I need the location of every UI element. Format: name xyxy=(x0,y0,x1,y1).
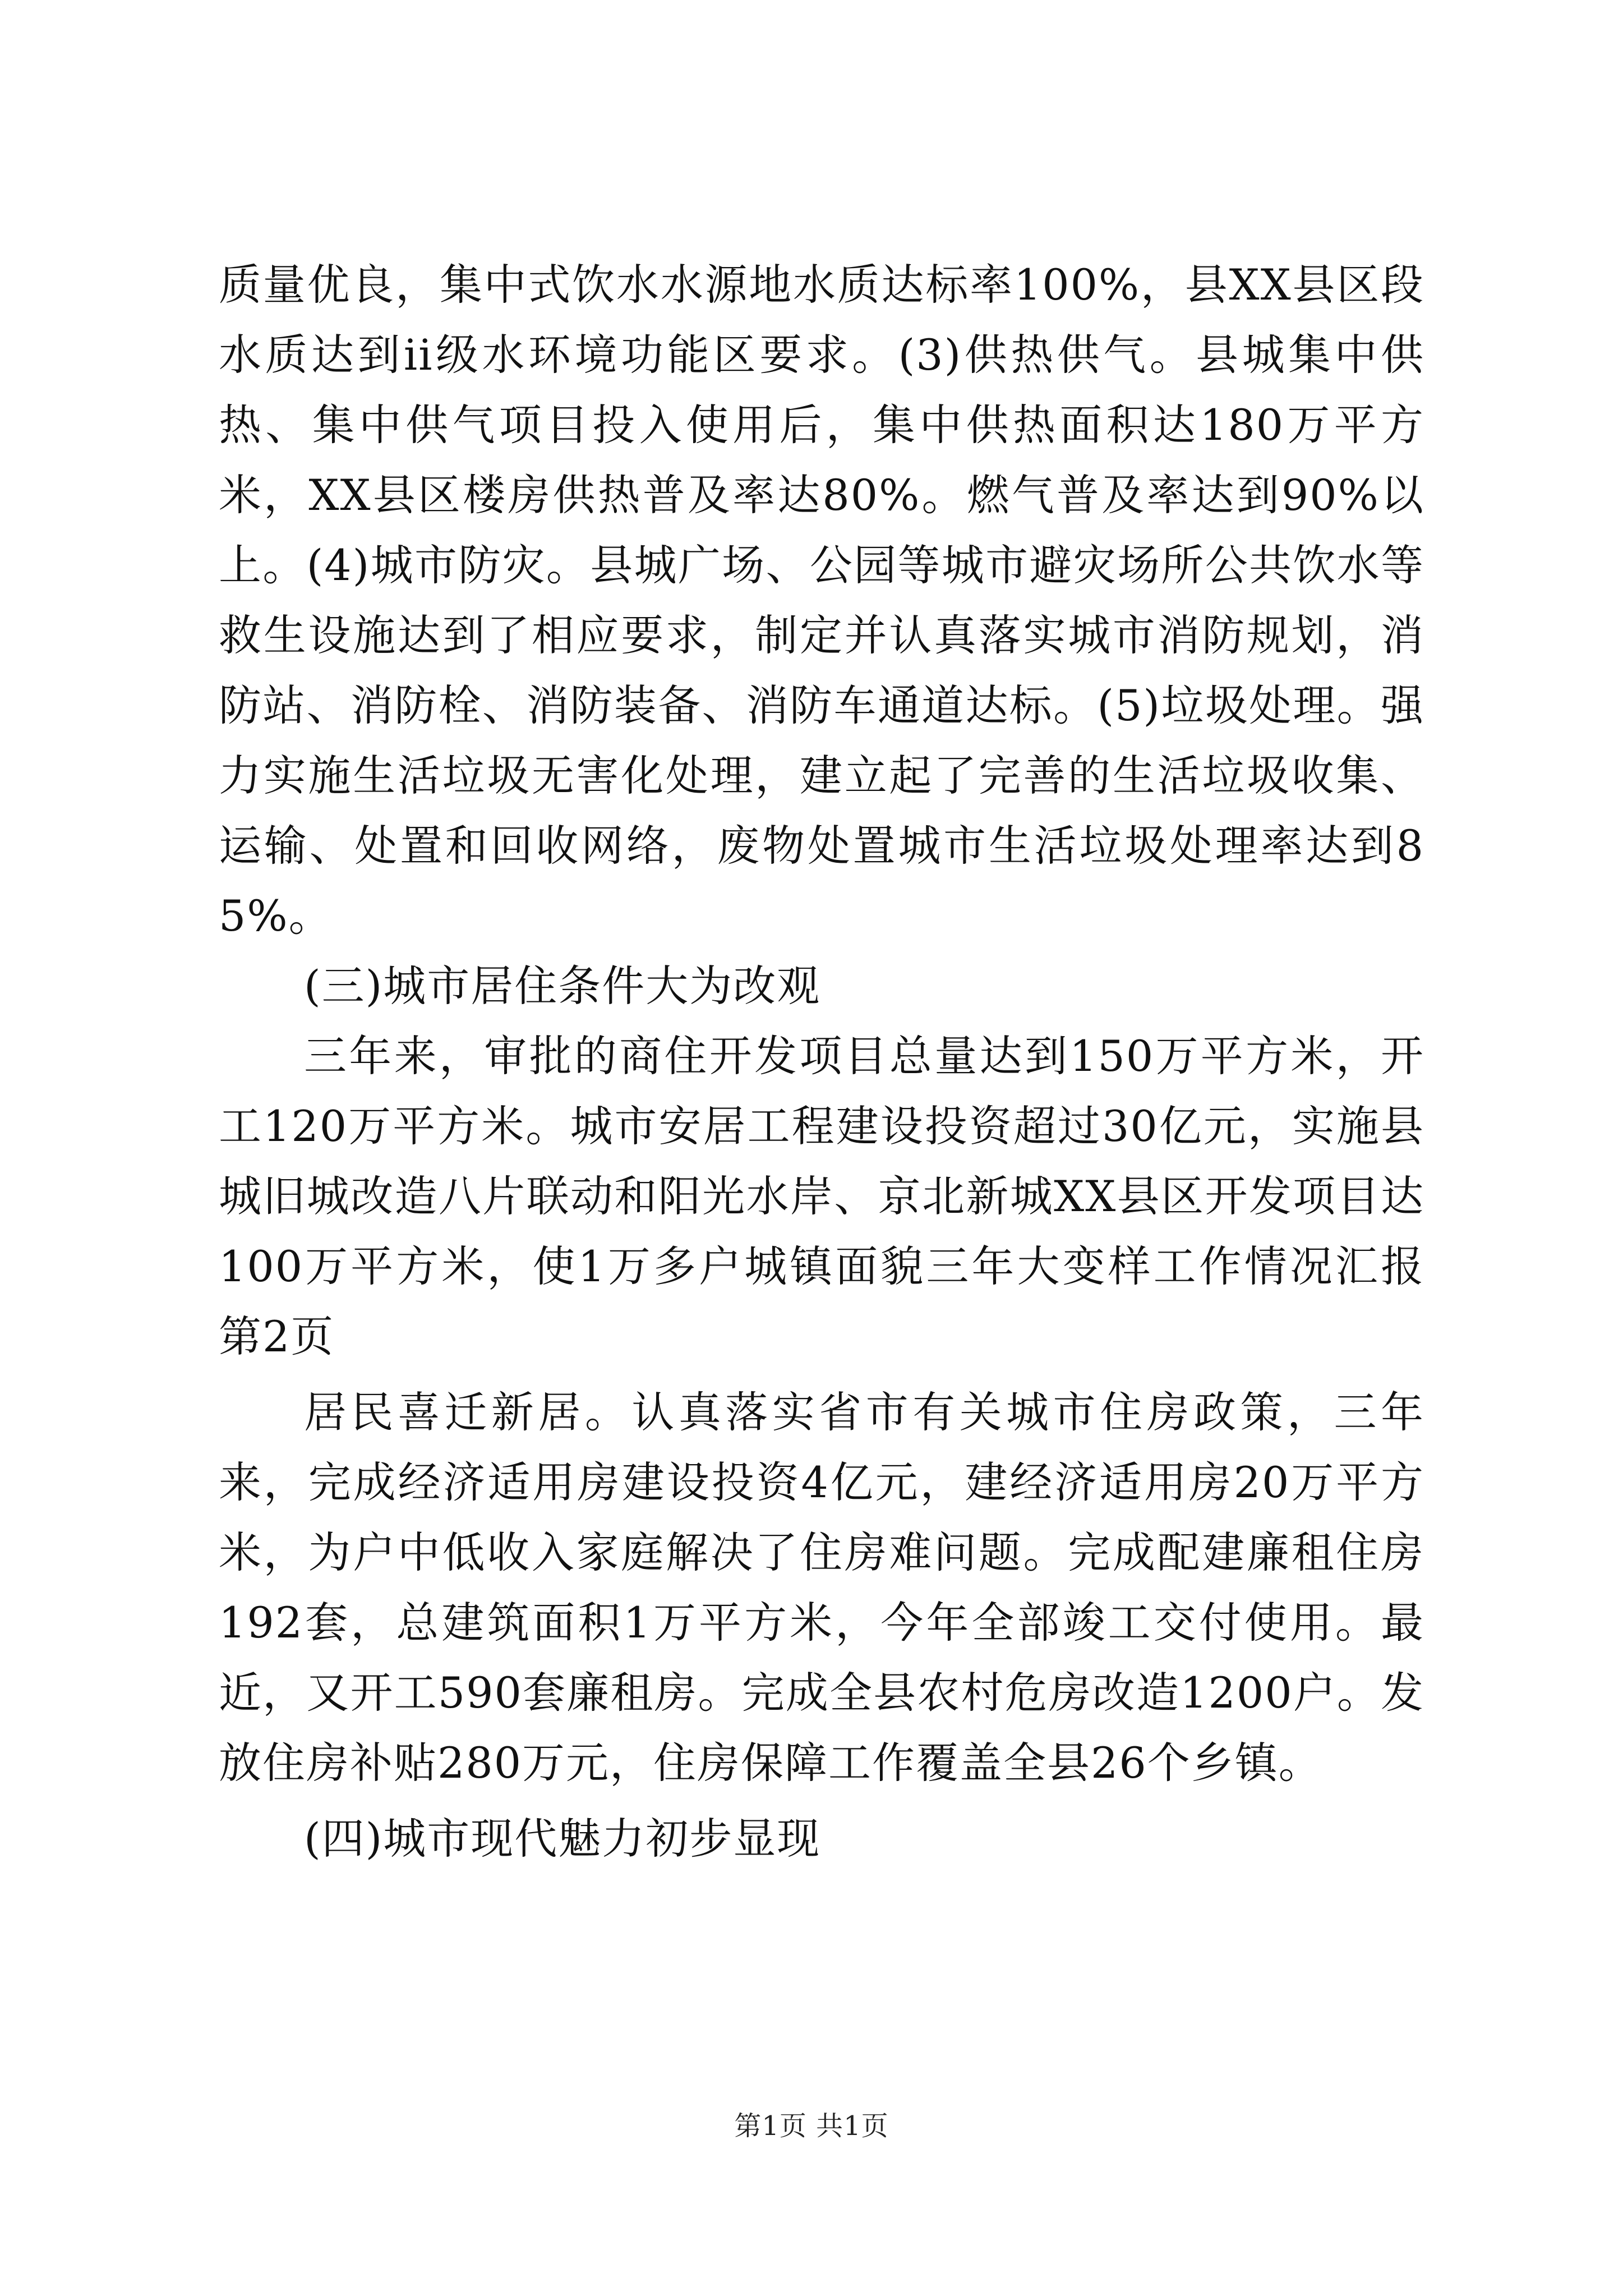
paragraph-affordable-housing: 居民喜迁新居。认真落实省市有关城市住房政策，三年来，完成经济适用房建设投资4亿元，建经济适用房20万平方米，为户中低收入家庭解决了住房难问题。完成配建廉租住房192套，总建筑面积1万平方米，今年全部竣工交付使用。最近，又开工590套廉租房。完成全县农村危房改造1200户。发放住房补贴280万元，住房保障工作覆盖全县26个乡镇。 xyxy=(219,1387,1424,1788)
paragraph-infrastructure: 质量优良，集中式饮水水源地水质达标率100%，县XX县区段水质达到ii级水环境功能区要求。(3)供热供气。县城集中供热、集中供气项目投入使用后，集中供热面积达180万平方米，XX县区楼房供热普及率达80%。燃气普及率达到90%以上。(4)城市防灾。县城广场、公园等城市避灾场所公共饮水等救生设施达到了相应要求，制定并认真落实城市消防规划，消防站、消防栓、消防装备、消防车通道达标。(5)垃圾处理。强力实施生活垃圾无害化处理，建立起了完善的生活垃圾收集、运输、处置和回收网络，废物处置城市生活垃圾处理率达到85%。 xyxy=(219,260,1424,941)
page-footer: 第1页 共1页 xyxy=(734,2110,889,2142)
paragraph-housing-projects: 三年来，审批的商住开发项目总量达到150万平方米，开工120万平方米。城市安居工程建设投资超过30亿元，实施县城旧城改造八片联动和阳光水岸、京北新城XX县区开发项目达100万平方米，使1万多户城镇面貌三年大变样工作情况汇报第2页 xyxy=(219,1031,1424,1361)
section-heading-3: (三)城市居住条件大为改观 xyxy=(304,961,821,1011)
document-body xyxy=(219,250,1424,1874)
section-heading-4: (四)城市现代魅力初步显现 xyxy=(304,1814,821,1864)
